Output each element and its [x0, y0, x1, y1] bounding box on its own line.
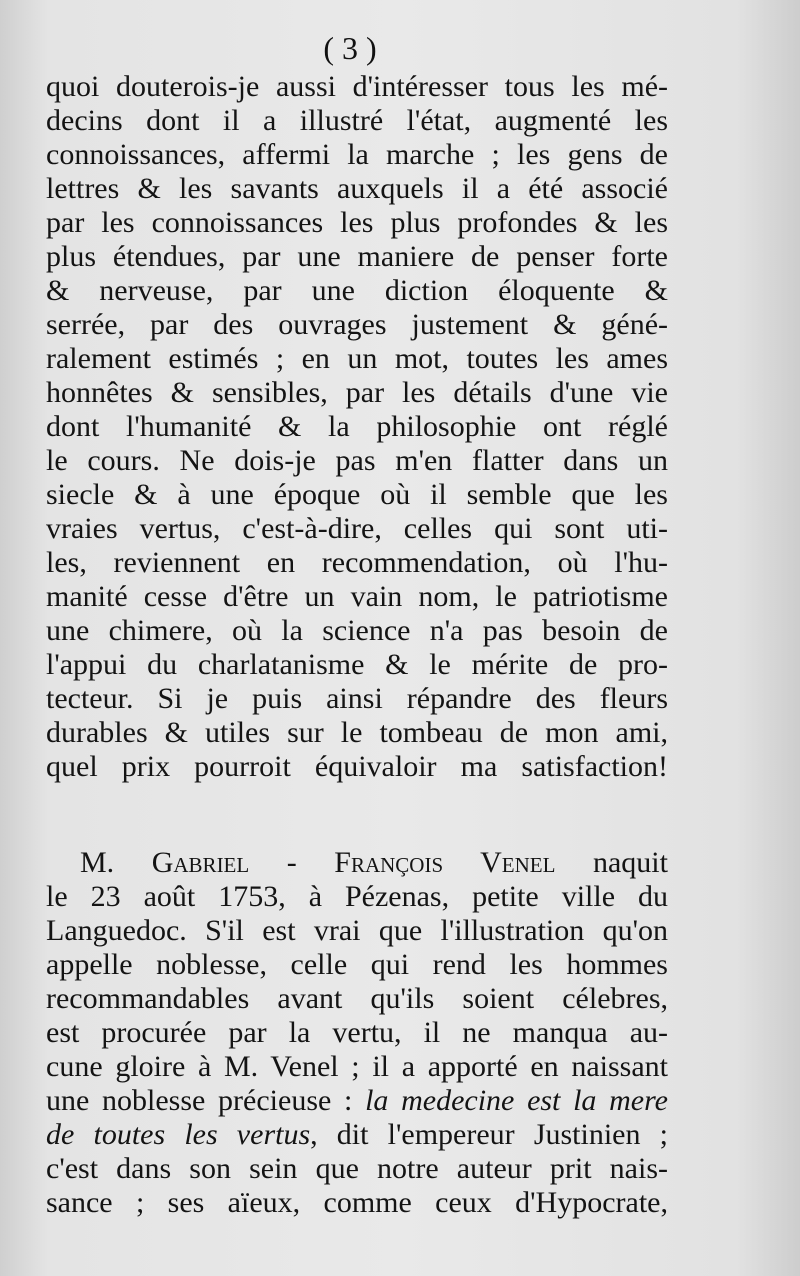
text-line: honnêtes & sensibles, par les détails d'une vie	[46, 376, 668, 409]
person-name: Gabriel - François Venel	[151, 846, 556, 879]
text-line: durables & utiles sur le tombeau de mon ami,	[46, 716, 668, 749]
line-rest: naquit	[555, 846, 668, 879]
text-line: quoi douterois-je aussi d'intéresser tous les mé-	[46, 70, 668, 103]
text-line: une chimere, où la science n'a pas besoin de	[46, 614, 668, 647]
text-line: siecle & à une époque où il semble que les	[46, 478, 668, 511]
line-start: une noblesse précieuse :	[46, 1084, 366, 1117]
text-line: Languedoc. S'il est vrai que l'illustration qu'on	[46, 914, 668, 947]
text-line-quote-start	[46, 1084, 668, 1118]
text-line: serrée, par des ouvrages justement & géné-	[46, 308, 668, 341]
text-line-name	[46, 846, 668, 880]
page-number: ( 3 )	[323, 30, 377, 66]
paragraph-2	[46, 846, 668, 1220]
text-line: sance ; ses aïeux, comme ceux d'Hypocrate,	[46, 1186, 668, 1219]
paragraph-1	[46, 70, 668, 784]
text-line: manité cesse d'être un vain nom, le patriotisme	[46, 580, 668, 613]
text-line: l'appui du charlatanisme & le mérite de pro-	[46, 648, 668, 681]
text-line: quel prix pourroit équivaloir ma satisfaction!	[46, 750, 668, 783]
text-line: plus étendues, par une maniere de penser forte	[46, 240, 668, 273]
text-line: tecteur. Si je puis ainsi répandre des fleurs	[46, 682, 668, 715]
text-line: par les connoissances les plus profondes & les	[46, 206, 668, 239]
text-line: & nerveuse, par une diction éloquente &	[46, 274, 668, 307]
text-line: le 23 août 1753, à Pézenas, petite ville du	[46, 880, 668, 913]
body-text	[46, 70, 668, 1220]
text-line: decins dont il a illustré l'état, augmenté les	[46, 104, 668, 137]
text-line: c'est dans son sein que notre auteur prit nais-	[46, 1152, 668, 1185]
text-line-quote-end	[46, 1118, 668, 1152]
text-line: est procurée par la vertu, il ne manqua au-	[46, 1016, 668, 1049]
text-line: dont l'humanité & la philosophie ont réglé	[46, 410, 668, 443]
quote-italic: de toutes les vertus	[46, 1118, 311, 1151]
text-line: cune gloire à M. Venel ; il a apporté en naissant	[46, 1050, 668, 1083]
text-line: recommandables avant qu'ils soient célebres,	[46, 982, 668, 1015]
text-line: connoissances, affermi la marche ; les gens de	[46, 138, 668, 171]
line-rest: , dit l'empereur Justinien ;	[310, 1118, 668, 1151]
text-line: les, reviennent en recommendation, où l'hu-	[46, 546, 668, 579]
text-line: appelle noblesse, celle qui rend les hommes	[46, 948, 668, 981]
text-line: le cours. Ne dois-je pas m'en flatter dans un	[46, 444, 668, 477]
name-prefix: M.	[80, 846, 152, 879]
paragraph-gap	[46, 784, 668, 846]
quote-italic: la medecine est la mere	[365, 1084, 668, 1117]
text-line: lettres & les savants auxquels il a été associé	[46, 172, 668, 205]
text-line: vraies vertus, c'est-à-dire, celles qui sont uti-	[46, 512, 668, 545]
text-line: ralement estimés ; en un mot, toutes les ames	[46, 342, 668, 375]
